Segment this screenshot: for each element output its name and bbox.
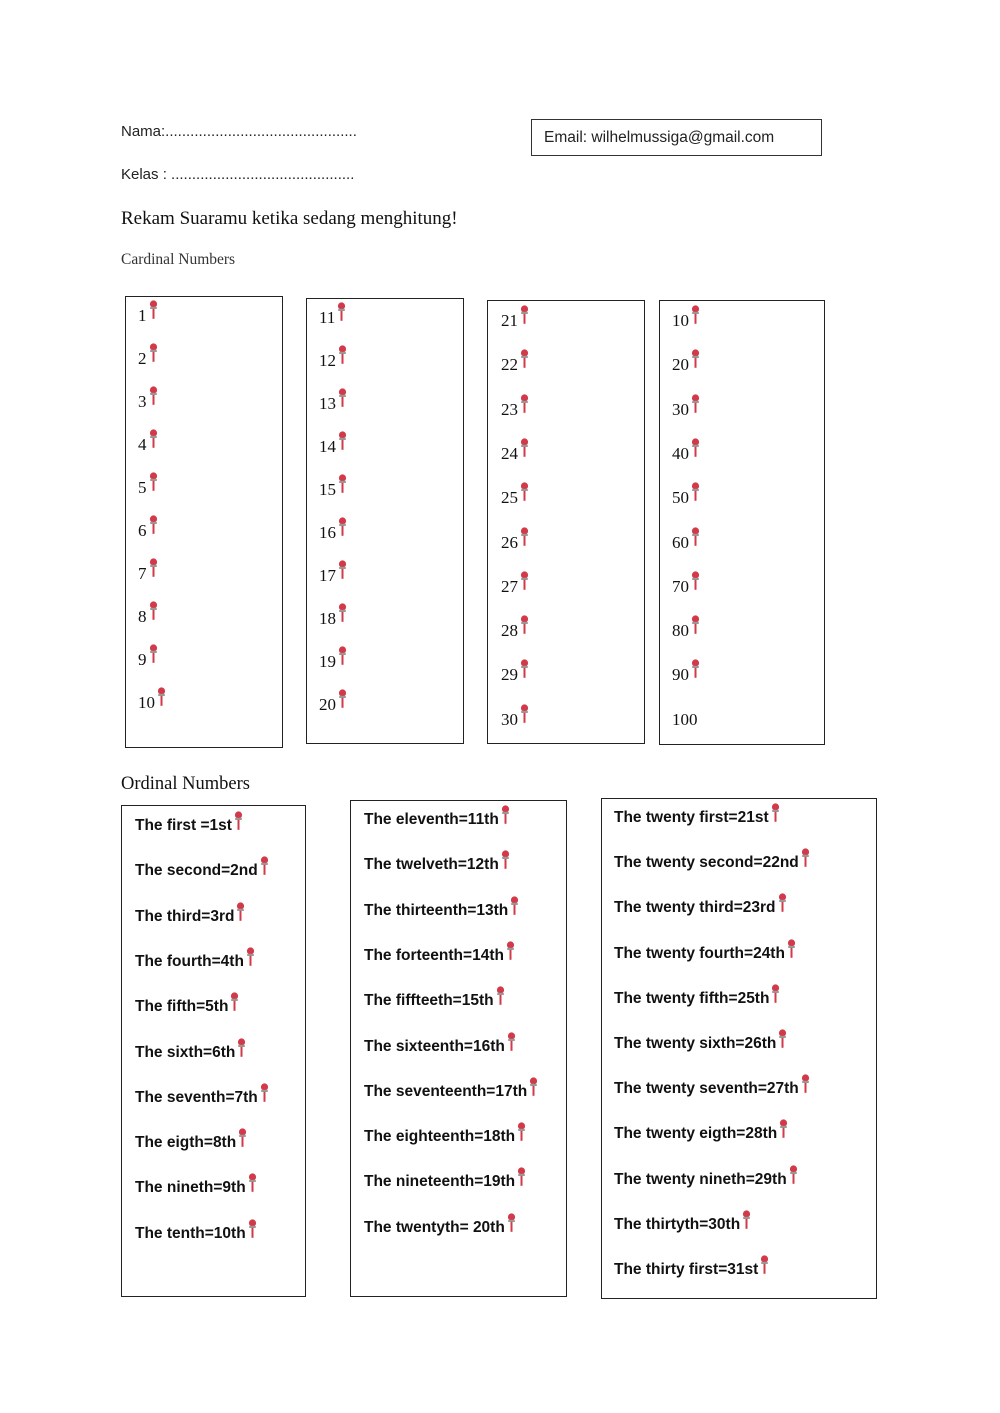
microphone-icon[interactable]: [519, 615, 530, 635]
microphone-icon[interactable]: [777, 893, 788, 913]
item-label: 25: [501, 488, 518, 508]
microphone-icon[interactable]: [259, 1083, 270, 1103]
microphone-icon[interactable]: [148, 644, 159, 664]
microphone-icon[interactable]: [690, 527, 701, 547]
item-label: The nineteenth=19th: [364, 1173, 516, 1191]
ordinal-item: [364, 947, 516, 965]
ordinal-heading: Ordinal Numbers: [121, 774, 250, 794]
cardinal-column-3: [487, 300, 645, 744]
item-label: The thirty first=31st: [614, 1261, 759, 1278]
microphone-icon[interactable]: [519, 704, 530, 724]
item-label: The seventh=7th: [135, 1088, 258, 1106]
item-label: The thirteenth=13th: [364, 901, 509, 919]
item-label: 21: [501, 311, 518, 330]
microphone-icon[interactable]: [337, 603, 348, 623]
cardinal-item: [138, 521, 159, 541]
cardinal-item: [672, 488, 701, 508]
cardinal-item: [672, 400, 701, 420]
item-label: The sixth=6th: [135, 1043, 236, 1061]
microphone-icon[interactable]: [690, 615, 701, 635]
item-label: 7: [138, 564, 147, 583]
cardinal-item: [672, 621, 701, 641]
ordinal-item: [135, 1134, 248, 1152]
microphone-icon[interactable]: [690, 305, 701, 325]
microphone-icon[interactable]: [519, 438, 530, 458]
item-label: 2: [138, 349, 147, 368]
item-label: The forteenth=14th: [364, 946, 504, 964]
item-label: The fiffteeth=15th: [364, 992, 494, 1010]
cardinal-item: [501, 577, 530, 597]
item-label: 16: [319, 523, 336, 542]
cardinal-item: [672, 577, 701, 597]
ordinal-item: [614, 1216, 752, 1234]
item-label: The thirtyth=30th: [614, 1215, 741, 1233]
item-label: 13: [319, 394, 336, 413]
microphone-icon[interactable]: [690, 349, 701, 369]
email-box: Email: wilhelmussiga@gmail.com: [531, 119, 822, 156]
microphone-icon[interactable]: [770, 803, 781, 823]
cardinal-item: [138, 435, 159, 455]
item-label: 30: [501, 709, 518, 729]
microphone-icon[interactable]: [519, 349, 530, 369]
microphone-icon[interactable]: [233, 811, 244, 831]
microphone-icon[interactable]: [337, 474, 348, 494]
microphone-icon[interactable]: [500, 850, 511, 870]
microphone-icon[interactable]: [337, 517, 348, 537]
cardinal-item: [501, 400, 530, 420]
cardinal-item: [319, 394, 348, 414]
cardinal-item: [319, 351, 348, 371]
item-label: 50: [672, 488, 689, 508]
microphone-icon[interactable]: [788, 1165, 799, 1185]
ordinal-item: [135, 953, 256, 971]
microphone-icon[interactable]: [337, 646, 348, 666]
ordinal-item: [364, 902, 520, 920]
microphone-icon[interactable]: [519, 527, 530, 547]
ordinal-item: [135, 1179, 258, 1197]
ordinal-item: [364, 1083, 539, 1101]
cardinal-item: [138, 306, 159, 326]
ordinal-item: [614, 899, 788, 917]
item-label: 10: [138, 693, 155, 712]
microphone-icon[interactable]: [495, 986, 506, 1006]
microphone-icon[interactable]: [519, 394, 530, 414]
cardinal-item: [319, 652, 348, 672]
item-label: The eigth=8th: [135, 1134, 237, 1152]
item-label: 24: [501, 443, 518, 463]
item-label: The twenty fourth=24th: [614, 944, 785, 962]
item-label: 70: [672, 576, 689, 596]
microphone-icon[interactable]: [337, 388, 348, 408]
microphone-icon[interactable]: [148, 300, 159, 320]
item-label: 12: [319, 351, 336, 370]
instruction: Rekam Suaramu ketika sedang menghitung!: [121, 208, 458, 229]
ordinal-item: [364, 1173, 527, 1191]
microphone-icon[interactable]: [800, 1074, 811, 1094]
microphone-icon[interactable]: [690, 394, 701, 414]
microphone-icon[interactable]: [528, 1077, 539, 1097]
item-label: The twentyth= 20th: [364, 1218, 505, 1236]
item-label: The third=3rd: [135, 907, 235, 925]
cardinal-item: [501, 533, 530, 553]
microphone-icon[interactable]: [777, 1029, 788, 1049]
cardinal-item: [501, 665, 530, 685]
cardinal-item: [319, 609, 348, 629]
item-label: The eleventh=11th: [364, 811, 499, 828]
ordinal-item: [614, 945, 797, 963]
ordinal-item: [135, 862, 270, 880]
microphone-icon[interactable]: [336, 302, 347, 322]
cardinal-item: [319, 523, 348, 543]
item-label: 30: [672, 399, 689, 419]
microphone-icon[interactable]: [519, 305, 530, 325]
microphone-icon[interactable]: [516, 1167, 527, 1187]
item-label: 20: [319, 695, 336, 714]
ordinal-item: [614, 1125, 789, 1143]
cardinal-column-1: [125, 296, 283, 748]
microphone-icon[interactable]: [337, 345, 348, 365]
item-label: The twenty first=21st: [614, 809, 769, 826]
ordinal-item: [364, 1219, 517, 1237]
cardinal-item: [319, 480, 348, 500]
item-label: 19: [319, 652, 336, 671]
microphone-icon[interactable]: [337, 560, 348, 580]
cardinal-item: [672, 665, 701, 685]
microphone-icon[interactable]: [690, 659, 701, 679]
item-label: The twelveth=12th: [364, 856, 499, 874]
ordinal-item: [614, 990, 781, 1008]
microphone-icon[interactable]: [786, 939, 797, 959]
ordinal-item: [614, 1171, 799, 1189]
item-label: The twenty second=22nd: [614, 854, 799, 872]
item-label: The fifth=5th: [135, 998, 229, 1016]
name-field: Nama:..............................................: [121, 123, 357, 140]
item-label: The twenty seventh=27th: [614, 1080, 799, 1098]
item-label: The first =1st: [135, 817, 232, 834]
ordinal-item: [364, 1128, 527, 1146]
ordinal-item: [614, 809, 781, 827]
microphone-icon[interactable]: [337, 431, 348, 451]
item-label: 100: [672, 709, 698, 729]
microphone-icon[interactable]: [500, 805, 511, 825]
cardinal-heading: Cardinal Numbers: [121, 251, 236, 268]
item-label: 27: [501, 576, 518, 596]
cardinal-item: [319, 695, 348, 715]
item-label: 60: [672, 532, 689, 552]
item-label: 3: [138, 392, 147, 411]
ordinal-item: [364, 811, 511, 829]
cardinal-item: [138, 349, 159, 369]
microphone-icon[interactable]: [516, 1122, 527, 1142]
microphone-icon[interactable]: [741, 1210, 752, 1230]
cardinal-item: [672, 710, 698, 730]
item-label: The tenth=10th: [135, 1224, 246, 1242]
microphone-icon[interactable]: [148, 515, 159, 535]
microphone-icon[interactable]: [519, 659, 530, 679]
cardinal-item: [672, 444, 701, 464]
cardinal-item: [501, 444, 530, 464]
item-label: The twenty sixth=26th: [614, 1035, 777, 1052]
item-label: 11: [319, 308, 336, 327]
item-label: 40: [672, 443, 689, 463]
microphone-icon[interactable]: [247, 1219, 258, 1239]
cardinal-item: [319, 566, 348, 586]
item-label: 15: [319, 480, 336, 499]
microphone-icon[interactable]: [505, 941, 516, 961]
item-label: The eighteenth=18th: [364, 1128, 516, 1146]
cardinal-column-2: [306, 298, 464, 744]
item-label: The sixteenth=16th: [364, 1037, 505, 1055]
microphone-icon[interactable]: [236, 1038, 247, 1058]
cardinal-column-4: [659, 300, 825, 745]
cardinal-item: [138, 693, 167, 713]
microphone-icon[interactable]: [759, 1255, 770, 1275]
cardinal-item: [138, 478, 159, 498]
cardinal-item: [319, 308, 347, 328]
item-label: 20: [672, 355, 689, 375]
microphone-icon[interactable]: [148, 386, 159, 406]
microphone-icon[interactable]: [148, 601, 159, 621]
item-label: The twenty third=23rd: [614, 899, 776, 917]
item-label: 26: [501, 532, 518, 552]
microphone-icon[interactable]: [778, 1119, 789, 1139]
microphone-icon[interactable]: [690, 571, 701, 591]
microphone-icon[interactable]: [259, 856, 270, 876]
item-label: The second=2nd: [135, 862, 258, 880]
ordinal-column-3: [601, 798, 877, 1299]
ordinal-item: [364, 856, 511, 874]
ordinal-item: [135, 1044, 247, 1062]
microphone-icon[interactable]: [237, 1128, 248, 1148]
item-label: 9: [138, 650, 147, 669]
item-label: The twenty eigth=28th: [614, 1125, 778, 1143]
microphone-icon[interactable]: [509, 896, 520, 916]
ordinal-item: [614, 1080, 811, 1098]
microphone-icon[interactable]: [148, 472, 159, 492]
item-label: 5: [138, 478, 147, 497]
class-field: Kelas : ............................................: [121, 166, 355, 183]
cardinal-item: [672, 533, 701, 553]
item-label: The fourth=4th: [135, 952, 244, 970]
item-label: The seventeenth=17th: [364, 1082, 528, 1100]
item-label: 6: [138, 521, 147, 540]
ordinal-item: [135, 1089, 270, 1107]
item-label: 10: [672, 311, 689, 330]
cardinal-item: [138, 650, 159, 670]
ordinal-item: [364, 1038, 517, 1056]
item-label: 14: [319, 437, 336, 456]
microphone-icon[interactable]: [690, 482, 701, 502]
cardinal-item: [501, 621, 530, 641]
microphone-icon[interactable]: [245, 947, 256, 967]
ordinal-item: [614, 1261, 770, 1279]
cardinal-item: [501, 311, 530, 331]
item-label: 4: [138, 435, 147, 454]
microphone-icon[interactable]: [156, 687, 167, 707]
cardinal-item: [138, 392, 159, 412]
item-label: 23: [501, 399, 518, 419]
item-label: 17: [319, 566, 336, 585]
item-label: 80: [672, 621, 689, 641]
cardinal-item: [501, 710, 530, 730]
microphone-icon[interactable]: [506, 1213, 517, 1233]
cardinal-item: [672, 311, 701, 331]
cardinal-item: [501, 355, 530, 375]
ordinal-item: [135, 817, 244, 835]
cardinal-item: [138, 564, 159, 584]
cardinal-item: [138, 607, 159, 627]
item-label: The twenty fifth=25th: [614, 989, 770, 1007]
ordinal-item: [135, 1225, 258, 1243]
microphone-icon[interactable]: [235, 902, 246, 922]
item-label: 18: [319, 609, 336, 628]
item-label: 22: [501, 355, 518, 375]
cardinal-item: [501, 488, 530, 508]
ordinal-item: [135, 908, 246, 926]
cardinal-item: [319, 437, 348, 457]
microphone-icon[interactable]: [148, 429, 159, 449]
microphone-icon[interactable]: [519, 482, 530, 502]
ordinal-column-2: [350, 800, 567, 1297]
item-label: The twenty nineth=29th: [614, 1170, 787, 1188]
microphone-icon[interactable]: [337, 689, 348, 709]
ordinal-item: [614, 1035, 788, 1053]
microphone-icon[interactable]: [506, 1032, 517, 1052]
ordinal-column-1: [121, 805, 306, 1297]
microphone-icon[interactable]: [800, 848, 811, 868]
microphone-icon[interactable]: [148, 558, 159, 578]
microphone-icon[interactable]: [770, 984, 781, 1004]
item-label: 29: [501, 665, 518, 685]
cardinal-item: [672, 355, 701, 375]
ordinal-item: [614, 854, 811, 872]
microphone-icon[interactable]: [247, 1173, 258, 1193]
microphone-icon[interactable]: [229, 992, 240, 1012]
item-label: 90: [672, 665, 689, 685]
item-label: The nineth=9th: [135, 1179, 246, 1197]
item-label: 8: [138, 607, 147, 626]
ordinal-item: [135, 998, 240, 1016]
microphone-icon[interactable]: [148, 343, 159, 363]
microphone-icon[interactable]: [690, 438, 701, 458]
ordinal-item: [364, 992, 506, 1010]
item-label: 28: [501, 621, 518, 641]
microphone-icon[interactable]: [519, 571, 530, 591]
item-label: 1: [138, 306, 147, 325]
